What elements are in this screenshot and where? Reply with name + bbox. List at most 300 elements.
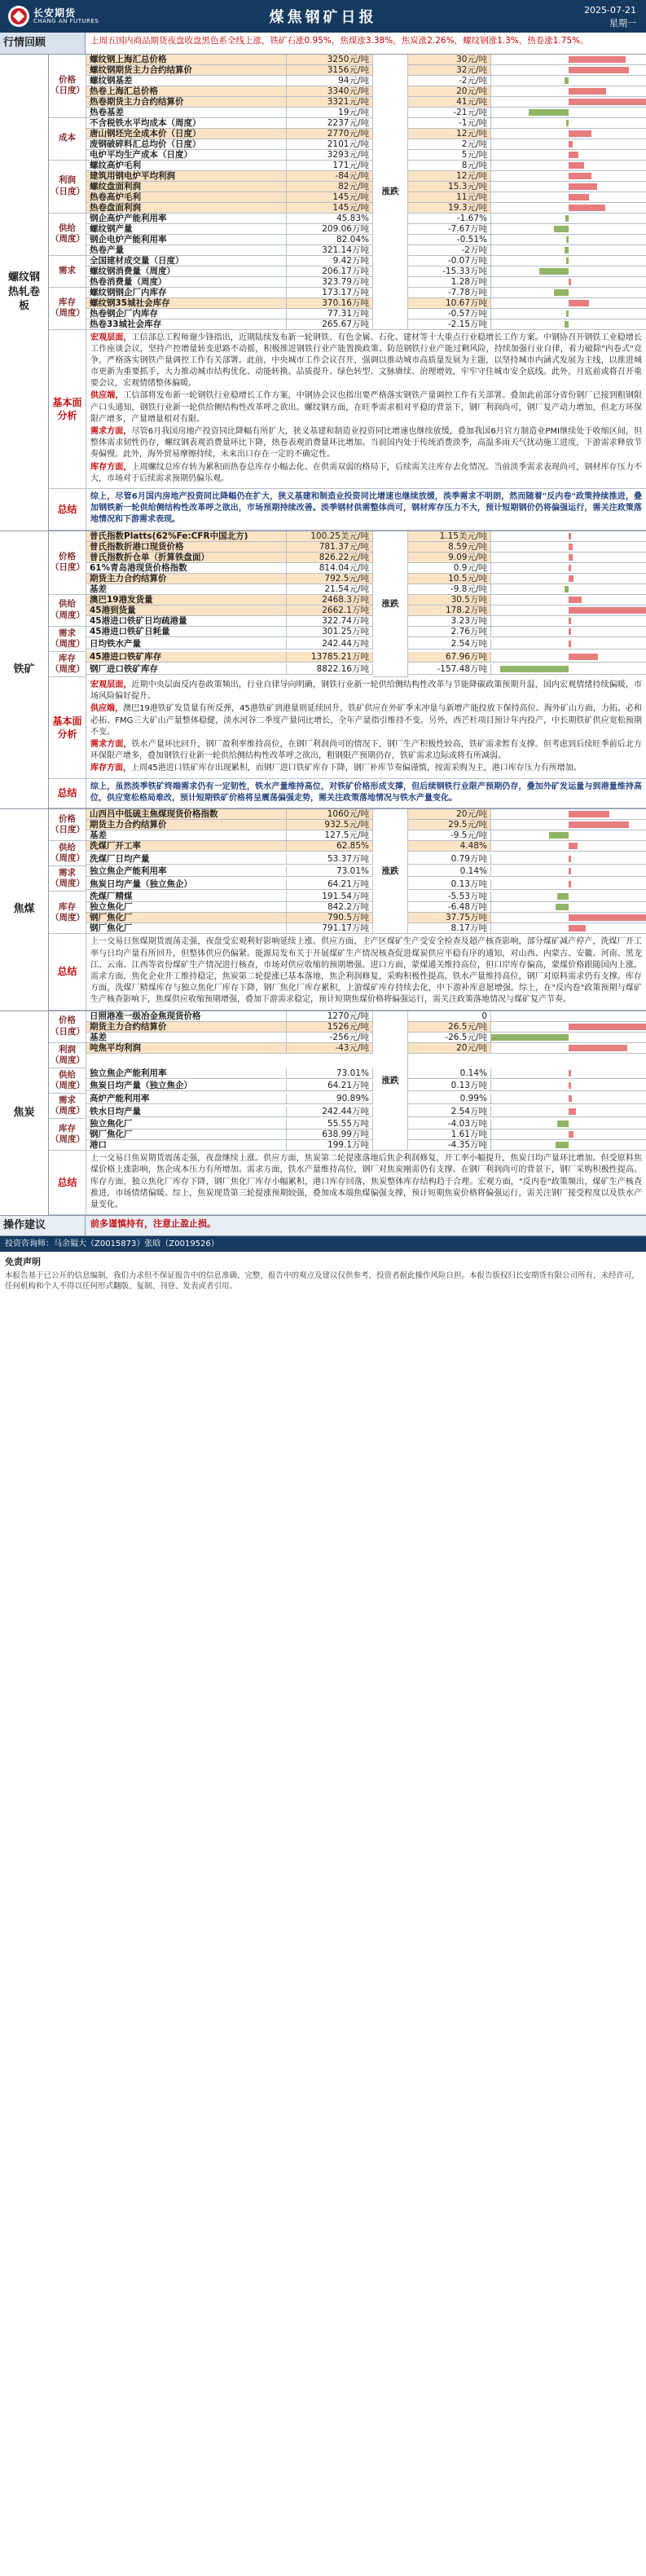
indicator-value: 127.5元/吨 (287, 830, 373, 841)
section-label: 铁矿 (0, 531, 49, 808)
change-bar-cell (491, 192, 646, 203)
change-bar-cell (491, 203, 646, 214)
indicator-name: 钢厂进口铁矿库存 (86, 664, 287, 675)
change-bar (569, 130, 591, 137)
indicator-change: 20元/吨 (408, 1043, 491, 1054)
paragraph-lead: 供应端， (90, 391, 124, 401)
indicator-change: 37.75万吨 (408, 913, 491, 923)
indicator-change: -4.35万吨 (408, 1140, 491, 1151)
analysis-block (49, 489, 646, 531)
change-bar-cell (491, 309, 646, 319)
trend-label: 涨跌 (373, 531, 408, 678)
indicator-value: 3321元/吨 (287, 97, 373, 108)
paragraph-text: 澳巴19港铁矿发货量有所反弹，45港铁矿到港量则延续回升，铁矿供应在外矿季末冲量与新增产能投放下保持高位。海外矿山方面，力拓、必和必拓、FMG三大矿山产量整体稳健，淡水河谷二季度产量同比增长，全年产量指引维持不变。另外，西芒杜项目预计年内投产，中长期铁矿供应宽松预期不变。 (90, 704, 642, 737)
indicator-name: 热卷33城社会库存 (86, 319, 287, 330)
indicator-name: 45港到货量 (86, 605, 287, 616)
analysis-paragraph (90, 332, 642, 390)
change-bar-cell (491, 542, 646, 553)
change-bar-cell (491, 1107, 646, 1117)
trend-label: 涨跌 (373, 809, 408, 935)
category-label: 供给（周度） (49, 841, 86, 866)
category-label: 需求 (49, 256, 86, 288)
change-bar-cell (491, 866, 646, 877)
analysis-paragraph (90, 739, 642, 762)
analysis-paragraph (90, 763, 642, 774)
paragraph-text: 上周45港进口铁矿库存出现累积，而钢厂进口铁矿库存下降，钢厂补库节奏偏谨慎，按需采购为主，港口库存压力有所增加。 (131, 764, 582, 773)
logo-name-en: CHANG AN FUTURES (33, 17, 99, 24)
change-bar-cell (491, 1081, 646, 1091)
change-bar (569, 88, 606, 95)
indicator-change: 0.13万吨 (408, 1081, 491, 1091)
indicator-value: 1060元/吨 (287, 809, 373, 820)
change-bar (569, 811, 609, 817)
change-bar-cell (491, 1129, 646, 1140)
change-bar (569, 868, 571, 874)
indicator-change: -157.48万吨 (408, 664, 491, 675)
indicator-change: 20元/吨 (408, 809, 491, 820)
indicator-name: 期货主力合约结算价 (86, 574, 287, 584)
indicator-name: 45港进口铁矿库存 (86, 652, 287, 663)
analysis-text (86, 934, 646, 1010)
indicator-name: 高炉产能利用率 (86, 1094, 287, 1104)
indicator-name: 不含税铁水平均成本（周度） (86, 118, 287, 129)
indicator-name: 螺纹盘面利润 (86, 182, 287, 192)
indicator-change: -21元/吨 (408, 108, 491, 118)
paragraph-lead: 宏观层面， (90, 680, 132, 690)
analysis-text (86, 1151, 646, 1215)
analysis-paragraph (90, 782, 642, 804)
change-bar-cell (491, 118, 646, 129)
section-body (49, 1011, 646, 1216)
paragraph-text: 工信部总工程师谢少锋指出，近期陆续发布新一轮钢铁、有色金属、石化、建材等十大重点行业稳增长工作方案。中钢协召开钢铁工业稳增长工作座谈会议，坚持产控增量转变思路不动摇，积极推进钢铁行业产能置换政策、防范钢铁行业产能过剩风险，持续加强行业自律，着力破除"内卷式"竞争，严格落实钢铁产量调控工作有关部署。此前，中央城市工作会议召开，强调以推动城市高质量发展为主题，以坚持城市内涵式发展为主线，以推进城市更新为重要抓手，大力推动城市结构优化、动能转换、品质提升、绿色转型、文脉赓续、治理增效，牢牢守住城市安全底线。此外，月底前或将召开重要会议，宏观情绪整体偏暖。 (90, 332, 643, 389)
indicator-name: 热卷钢企厂内库存 (86, 309, 287, 319)
data-table (49, 531, 646, 678)
indicator-name: 洗煤厂开工率 (86, 841, 287, 852)
indicator-value: 64.21万吨 (287, 1081, 373, 1091)
change-bar (569, 843, 578, 849)
indicator-change: 0.14% (408, 1068, 491, 1079)
change-bar (569, 1024, 646, 1030)
indicator-value: 3156元/吨 (287, 65, 373, 76)
change-bar-cell (491, 913, 646, 923)
analysis-block (49, 1151, 646, 1215)
indicator-change: -0.51% (408, 235, 491, 245)
change-bar-cell (491, 150, 646, 161)
change-bar (569, 856, 571, 862)
change-bar (569, 99, 646, 105)
change-bar (569, 881, 571, 887)
change-bar (569, 1108, 576, 1115)
operation-advice-label: 操作建议 (0, 1216, 86, 1235)
change-bar-cell (491, 627, 646, 637)
indicator-value: 100.25美元/吨 (287, 531, 373, 542)
indicator-value: 370.16万吨 (287, 298, 373, 309)
indicator-name: 钢厂焦化厂 (86, 1129, 287, 1140)
category-label: 价格（日度） (49, 55, 86, 118)
indicator-value: 73.01% (287, 1068, 373, 1079)
analysis-paragraph (90, 390, 642, 425)
indicator-change: 30.5万吨 (408, 595, 491, 605)
change-bar (569, 162, 584, 169)
change-bar (569, 1082, 571, 1089)
change-bar-cell (491, 1022, 646, 1033)
data-table (49, 809, 646, 935)
indicator-change: 11元/吨 (408, 192, 491, 203)
change-bar (565, 586, 569, 592)
category-label: 供给（周度） (49, 595, 86, 627)
change-bar-cell (491, 830, 646, 841)
indicator-change: 12元/吨 (408, 171, 491, 182)
indicator-change: 8.59元/吨 (408, 542, 491, 553)
analysis-paragraph (90, 680, 642, 702)
paragraph-lead: 库存方面， (90, 462, 132, 472)
indicator-value: 53.37万吨 (287, 854, 373, 865)
indicator-name: 普氏指数折仓单（折算铁盘面） (86, 553, 287, 563)
indicator-value: 19元/吨 (287, 108, 373, 118)
change-bar-cell (491, 171, 646, 182)
change-bar (566, 120, 569, 126)
indicator-change: -15.33万吨 (408, 266, 491, 277)
change-bar (569, 607, 646, 614)
operation-advice-text: 前多谨慎持有，注意止盈止损。 (90, 1218, 216, 1230)
indicator-change: -6.48万吨 (408, 902, 491, 913)
paragraph-lead: 库存方面， (90, 764, 131, 773)
change-bar (569, 205, 605, 211)
section-0 (0, 55, 646, 531)
indicator-value: 55.55万吨 (287, 1119, 373, 1129)
indicator-name: 基差 (86, 830, 287, 841)
indicator-change: 1.61万吨 (408, 1129, 491, 1140)
change-bar (554, 289, 569, 296)
category-label: 需求（周度） (49, 1094, 86, 1119)
indicator-change: -5.53万吨 (408, 892, 491, 902)
change-bar (569, 618, 571, 624)
change-bar (569, 628, 571, 635)
indicator-value: 265.67万吨 (287, 319, 373, 330)
indicator-name: 热卷高炉毛利 (86, 192, 287, 203)
indicator-value: 209.06万吨 (287, 224, 373, 235)
analyst-line: 投资咨询师：马余韫大（Z0015873）张晗（Z0019526） (0, 1236, 646, 1253)
change-bar-cell (491, 574, 646, 584)
analysis-paragraph (90, 703, 642, 738)
category-label: 库存（周度） (49, 892, 86, 934)
indicator-change: 20元/吨 (408, 86, 491, 97)
change-bar (556, 904, 569, 910)
indicator-value: 77.31万吨 (287, 309, 373, 319)
indicator-change: 41元/吨 (408, 97, 491, 108)
change-bar (569, 152, 578, 158)
indicator-name: 钢厂焦化厂 (86, 913, 287, 923)
change-bar (565, 77, 569, 84)
report-date-block (584, 4, 636, 30)
indicator-name: 山西吕中低硫主焦煤现货价格指数 (86, 809, 287, 820)
change-bar (566, 310, 569, 317)
indicator-name: 螺纹钢钢企厂内库存 (86, 288, 287, 298)
trend-label: 涨跌 (373, 1011, 408, 1151)
change-bar-cell (491, 224, 646, 235)
indicator-name: 独立焦企产能利用率 (86, 1068, 287, 1079)
change-bar-cell (491, 563, 646, 574)
analysis-label: 基本面分析 (49, 330, 86, 489)
indicator-change: 4.48% (408, 841, 491, 852)
indicator-value: 842.2万吨 (287, 902, 373, 913)
change-bar-cell (491, 1043, 646, 1054)
change-bar (491, 1034, 569, 1041)
change-bar (569, 565, 571, 571)
indicator-change: -7.67万吨 (408, 224, 491, 235)
change-bar (500, 666, 569, 672)
indicator-value: 791.17万吨 (287, 923, 373, 934)
indicator-value: -84元/吨 (287, 171, 373, 182)
change-bar-cell (491, 129, 646, 139)
indicator-value: 826.22元/吨 (287, 553, 373, 563)
section-label: 焦炭 (0, 1011, 49, 1216)
change-bar (569, 821, 629, 828)
indicator-value: -256元/吨 (287, 1033, 373, 1043)
category-label: 库存（周度） (49, 288, 86, 330)
indicator-value: 322.74万吨 (287, 616, 373, 627)
market-review-text: 上周五国内商品期货夜盘收盘黑色系全线上涨，铁矿石涨0.95%，焦煤涨3.38%，焦炭涨2.26%，螺纹钢涨1.3%，热卷涨1.75%。 (90, 36, 589, 46)
indicator-change: 178.2万吨 (408, 605, 491, 616)
indicator-change: 3.23万吨 (408, 616, 491, 627)
category-label: 价格（日度） (49, 531, 86, 595)
analysis-block (49, 934, 646, 1010)
indicator-value: 206.17万吨 (287, 266, 373, 277)
change-bar (569, 575, 573, 582)
indicator-name: 电炉平均生产成本（日度） (86, 150, 287, 161)
change-bar-cell (491, 553, 646, 563)
change-bar (556, 1142, 569, 1148)
paragraph-text: 综上，尽管6月国内房地产投资同比降幅仍在扩大，狭义基建和制造业投资同比增速也继续放缓，淡季需求不明朗，然而随着"反内卷"政策持续推进，叠加钢铁新一轮供给侧结构性改革呼之欲出，市场预期持续改善。淡季钢材供需整体尚可，钢材库存压力不大，预计短期钢价仍将偏强运行，需关注政策落地情况和下游需求表现。 (90, 491, 642, 525)
change-bar (569, 194, 589, 200)
indicator-name: 热卷上海汇总价格 (86, 86, 287, 97)
change-bar (569, 56, 626, 63)
change-bar-cell (491, 161, 646, 171)
change-bar-cell (491, 108, 646, 118)
category-label: 需求（周度） (49, 627, 86, 652)
indicator-value: 323.79万吨 (287, 277, 373, 288)
indicator-value: 242.44万吨 (287, 639, 373, 650)
change-bar (569, 173, 591, 179)
change-bar (569, 544, 573, 550)
change-bar-cell (491, 854, 646, 865)
indicator-name: 港口 (86, 1140, 287, 1151)
analysis-label: 总结 (49, 934, 86, 1010)
indicator-change: 32元/吨 (408, 65, 491, 76)
analysis-paragraph (90, 462, 642, 485)
paragraph-lead: 需求方面， (90, 427, 132, 437)
change-bar-cell (491, 298, 646, 309)
indicator-name: 热卷盘面利润 (86, 203, 287, 214)
change-bar-cell (491, 652, 646, 663)
indicator-change: 29.5元/吨 (408, 820, 491, 830)
change-bar-cell (491, 277, 646, 288)
section-1 (0, 531, 646, 809)
indicator-value: 94元/吨 (287, 76, 373, 86)
indicator-name: 热卷期货主力合约结算价 (86, 97, 287, 108)
indicator-change: 0.13万吨 (408, 879, 491, 890)
analysis-text (86, 330, 646, 489)
indicator-change: -0.57万吨 (408, 309, 491, 319)
analysis-text (86, 489, 646, 531)
indicator-change: 2.54万吨 (408, 639, 491, 650)
change-bar-cell (491, 55, 646, 65)
analysis-block (49, 677, 646, 779)
change-bar (554, 226, 569, 232)
indicator-change: -0.07万吨 (408, 256, 491, 266)
change-bar-cell (491, 214, 646, 224)
change-bar-cell (491, 65, 646, 76)
indicator-name: 独立焦化厂 (86, 1119, 287, 1129)
change-bar-cell (491, 97, 646, 108)
operation-advice (0, 1216, 646, 1236)
indicator-name: 45港进口铁矿日耗量 (86, 627, 287, 637)
indicator-name: 螺纹钢产量 (86, 224, 287, 235)
indicator-value: 90.89% (287, 1094, 373, 1104)
indicator-name: 螺纹钢35城社会库存 (86, 298, 287, 309)
change-bar-cell (491, 820, 646, 830)
indicator-name: 螺纹钢基差 (86, 76, 287, 86)
indicator-name: 螺纹钢消费量（周度） (86, 266, 287, 277)
indicator-value: 932.5元/吨 (287, 820, 373, 830)
category-label: 利润（周度） (49, 1043, 86, 1068)
change-bar-cell (491, 531, 646, 542)
change-bar-cell (491, 664, 646, 675)
indicator-value: 2770元/吨 (287, 129, 373, 139)
change-bar (569, 641, 571, 647)
indicator-name: 洗煤厂日均产量 (86, 854, 287, 865)
indicator-change: 1.15美元/吨 (408, 531, 491, 542)
indicator-change: 10.67万吨 (408, 298, 491, 309)
indicator-change: -1元/吨 (408, 118, 491, 129)
indicator-value: 2101元/吨 (287, 139, 373, 150)
change-bar (569, 279, 571, 285)
indicator-name: 废钢破碎料汇总均价（日度） (86, 139, 287, 150)
change-bar-cell (491, 76, 646, 86)
change-bar (569, 141, 573, 148)
indicator-name: 螺纹钢上海汇总价格 (86, 55, 287, 65)
analysis-label: 总结 (49, 489, 86, 531)
change-bar-cell (491, 256, 646, 266)
indicator-name: 基差 (86, 584, 287, 595)
indicator-value: 9.42万吨 (287, 256, 373, 266)
indicator-change: -9.8元/吨 (408, 584, 491, 595)
change-bar-cell (491, 605, 646, 616)
indicator-name: 热卷消费量（周度） (86, 277, 287, 288)
change-bar (569, 914, 646, 921)
change-bar-cell (491, 245, 646, 256)
analysis-text (86, 779, 646, 808)
section-body (49, 809, 646, 1011)
change-bar-cell (491, 1119, 646, 1129)
analysis-paragraph (90, 936, 642, 1006)
category-label: 需求（周度） (49, 866, 86, 892)
indicator-change: 15.3元/吨 (408, 182, 491, 192)
disclaimer-title: 免责声明 (5, 1257, 41, 1268)
change-bar-cell (491, 616, 646, 627)
change-bar-cell (491, 595, 646, 605)
analysis-block (49, 779, 646, 808)
indicator-change: 5元/吨 (408, 150, 491, 161)
paragraph-lead: 供应端， (90, 704, 124, 714)
indicator-value: 1270元/吨 (287, 1011, 373, 1022)
indicator-change: 2元/吨 (408, 139, 491, 150)
change-bar-cell (491, 86, 646, 97)
indicator-value: 2662.1万吨 (287, 605, 373, 616)
trend-label: 涨跌 (373, 55, 408, 330)
indicator-value: 790.5万吨 (287, 913, 373, 923)
indicator-value: 3250元/吨 (287, 55, 373, 65)
indicator-name: 期货主力合约结算价 (86, 820, 287, 830)
indicator-change: 12元/吨 (408, 129, 491, 139)
indicator-value: 145元/吨 (287, 203, 373, 214)
indicator-change: -1.67% (408, 214, 491, 224)
indicator-change: 0.9元/吨 (408, 563, 491, 574)
analysis-paragraph (90, 1153, 642, 1211)
change-bar-cell (491, 1094, 646, 1104)
paragraph-text: 上一交易日焦煤期货震荡走强，夜盘受宏观利好影响延续上涨。供应方面，主产区煤矿生产受安全检查及超产核查影响，部分煤矿减产停产，洗煤厂开工率与日均产量有所回升，但整体供应仍偏紧。能源局发布关于开展煤矿生产情况核查促进煤炭供应平稳有序的通知，对山西、内蒙古、安徽、河南、黑龙江、云南、江西等省份煤矿生产情况进行核查，市场对供应收缩的预期增强。进口方面，蒙煤通关维持高位，但口岸库存偏高，蒙煤价格跟随国内上涨。需求方面，焦化企业开工维持稳定，焦炭第二轮提涨已基本落地，焦企利润修复，采购积极性提高。铁水产量维持高位，钢厂对原料需求仍有支撑。库存方面，洗煤厂精煤库存与独立焦化厂库存下降，钢厂焦化厂库存累积，上游煤矿库存持续去化，中下游补库意愿增强。综上，在"反内卷"政策预期与煤矿生产核查影响下，焦煤供应收缩预期增强，叠加下游需求稳定，预计短期焦煤价格将偏强运行，需关注政策落地情况与煤矿复产节奏。 (90, 937, 642, 1005)
change-bar (557, 893, 569, 900)
indicator-name: 洗煤厂精煤 (86, 892, 287, 902)
change-bar (569, 1045, 627, 1051)
change-bar (566, 258, 569, 264)
indicator-change: 19.3元/吨 (408, 203, 491, 214)
indicator-name: 唐山钢坯完全成本价（日度） (86, 129, 287, 139)
change-bar-cell (491, 1140, 646, 1151)
indicator-change: -26.5元/吨 (408, 1033, 491, 1043)
indicator-change: 10.5元/吨 (408, 574, 491, 584)
indicator-value: 2468.3万吨 (287, 595, 373, 605)
indicator-name: 45港进口铁矿日均疏港量 (86, 616, 287, 627)
indicator-name: 期货主力合约结算价 (86, 1022, 287, 1033)
indicator-name: 61%青岛港现货价格指数 (86, 563, 287, 574)
change-bar (569, 1070, 571, 1077)
category-label: 库存（周度） (49, 1119, 86, 1151)
indicator-value: 64.21万吨 (287, 879, 373, 890)
change-bar (565, 247, 569, 253)
indicator-value: 814.04元/吨 (287, 563, 373, 574)
paragraph-text: 综上，虽然淡季铁矿终端需求仍有一定韧性，铁水产量维持高位，对铁矿价格形成支撑，但后续钢铁行业限产预期仍存，叠加外矿发运量与到港量维持高位，供应宽松格局难改，预计短期铁矿价格将呈震荡偏强走势，需关注政策落地情况与铁水产量变化。 (90, 782, 642, 803)
data-table (49, 55, 646, 330)
analysis-label: 总结 (49, 779, 86, 808)
change-bar-cell (491, 923, 646, 934)
indicator-value: 301.25万吨 (287, 627, 373, 637)
indicator-change: 8元/吨 (408, 161, 491, 171)
indicator-change: -2万吨 (408, 245, 491, 256)
indicator-name: 焦炭日均产量（独立焦企） (86, 1081, 287, 1091)
logo-name-cn: 长安期货 (33, 7, 77, 20)
change-bar (569, 1131, 573, 1138)
change-bar-cell (491, 139, 646, 150)
data-table (49, 1011, 646, 1151)
indicator-change: 0.14% (408, 866, 491, 877)
indicator-value: 191.54万吨 (287, 892, 373, 902)
change-bar (529, 109, 569, 116)
section-label: 焦煤 (0, 809, 49, 1011)
change-bar-cell (491, 288, 646, 298)
change-bar-cell (491, 809, 646, 820)
indicator-name: 铁水日均产量 (86, 1107, 287, 1117)
indicator-name: 日均铁水产量 (86, 639, 287, 650)
section-label: 螺纹钢热轧卷板 (0, 55, 49, 531)
commodity-sections (0, 55, 646, 1217)
indicator-name: 基差 (86, 1033, 287, 1043)
change-bar-cell (491, 841, 646, 852)
indicator-value: 171元/吨 (287, 161, 373, 171)
indicator-change: 67.96万吨 (408, 652, 491, 663)
indicator-change: 26.5元/吨 (408, 1022, 491, 1033)
report-date: 2025-07-21 (584, 5, 636, 15)
